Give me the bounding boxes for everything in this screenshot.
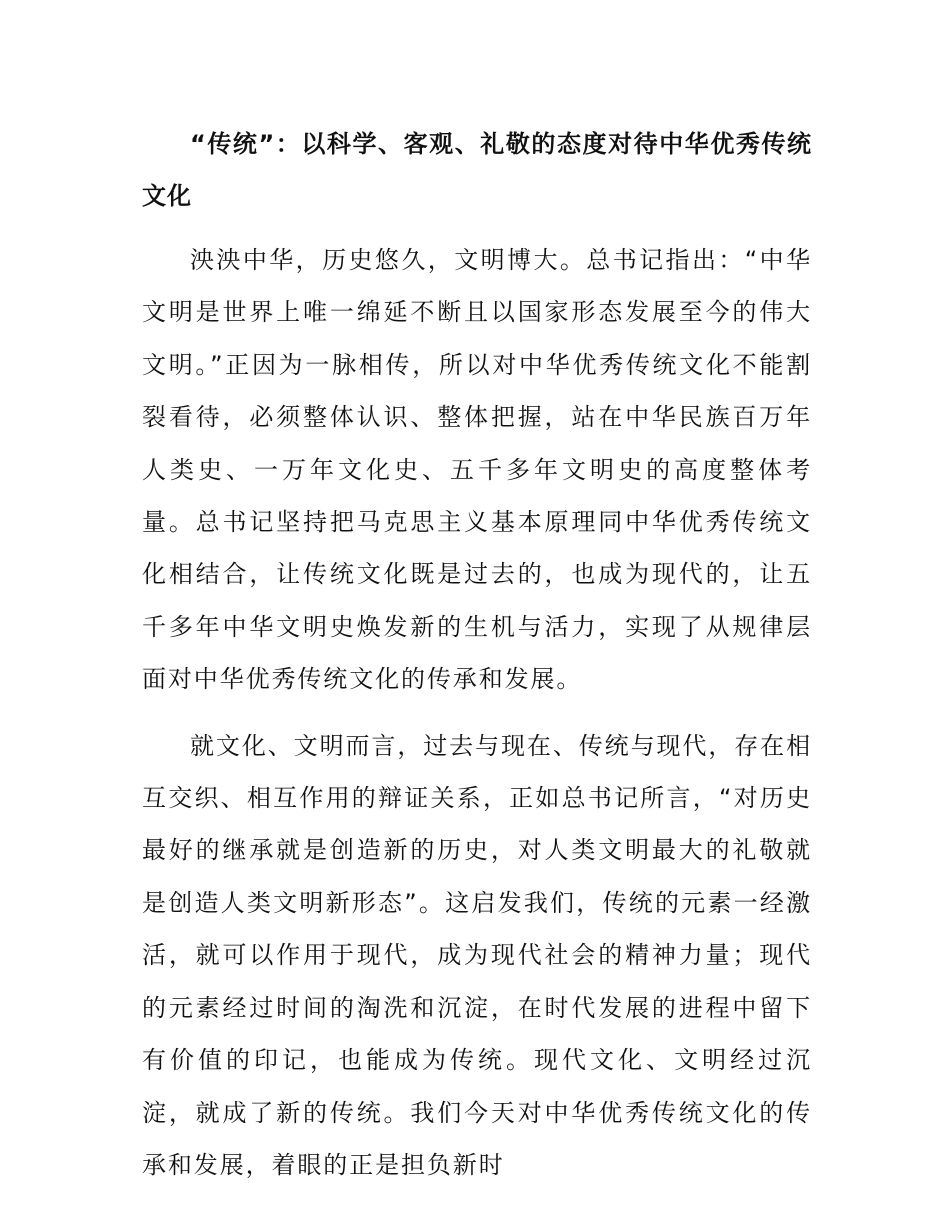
document-page — [142, 118, 812, 1191]
spacer — [142, 222, 812, 234]
spacer — [142, 706, 812, 720]
section-heading: “传统”：以科学、客观、礼敬的态度对待中华优秀传统文化 — [142, 130, 812, 210]
paragraph-1: 泱泱中华，历史悠久，文明博大。总书记指出：“中华文明是世界上唯一绵延不断且以国家形态发展至今的伟大文明。”正因为一脉相传，所以对中华优秀传统文化不能割裂看待，必须整体认识、整体把握，站在中华民族百万年人类史、一万年文化史、五千多年文明史的高度整体考量。总书记坚持把马克思主义基本原理同中华优秀传统文化相结合，让传统文化既是过去的，也成为现代的，让五千多年中华文明史焕发新的生机与活力，实现了从规律层面对中华优秀传统文化的传承和发展。 — [142, 246, 812, 694]
paragraph-2: 就文化、文明而言，过去与现在、传统与现代，存在相互交织、相互作用的辩证关系，正如总书记所言，“对历史最好的继承就是创造新的历史，对人类文明最大的礼敬就是创造人类文明新形态”。这启发我们，传统的元素一经激活，就可以作用于现代，成为现代社会的精神力量；现代的元素经过时间的淘洗和沉淀，在时代发展的进程中留下有价值的印记，也能成为传统。现代文化、文明经过沉淀，就成了新的传统。我们今天对中华优秀传统文化的传承和发展，着眼的正是担负新时 — [142, 731, 812, 1179]
